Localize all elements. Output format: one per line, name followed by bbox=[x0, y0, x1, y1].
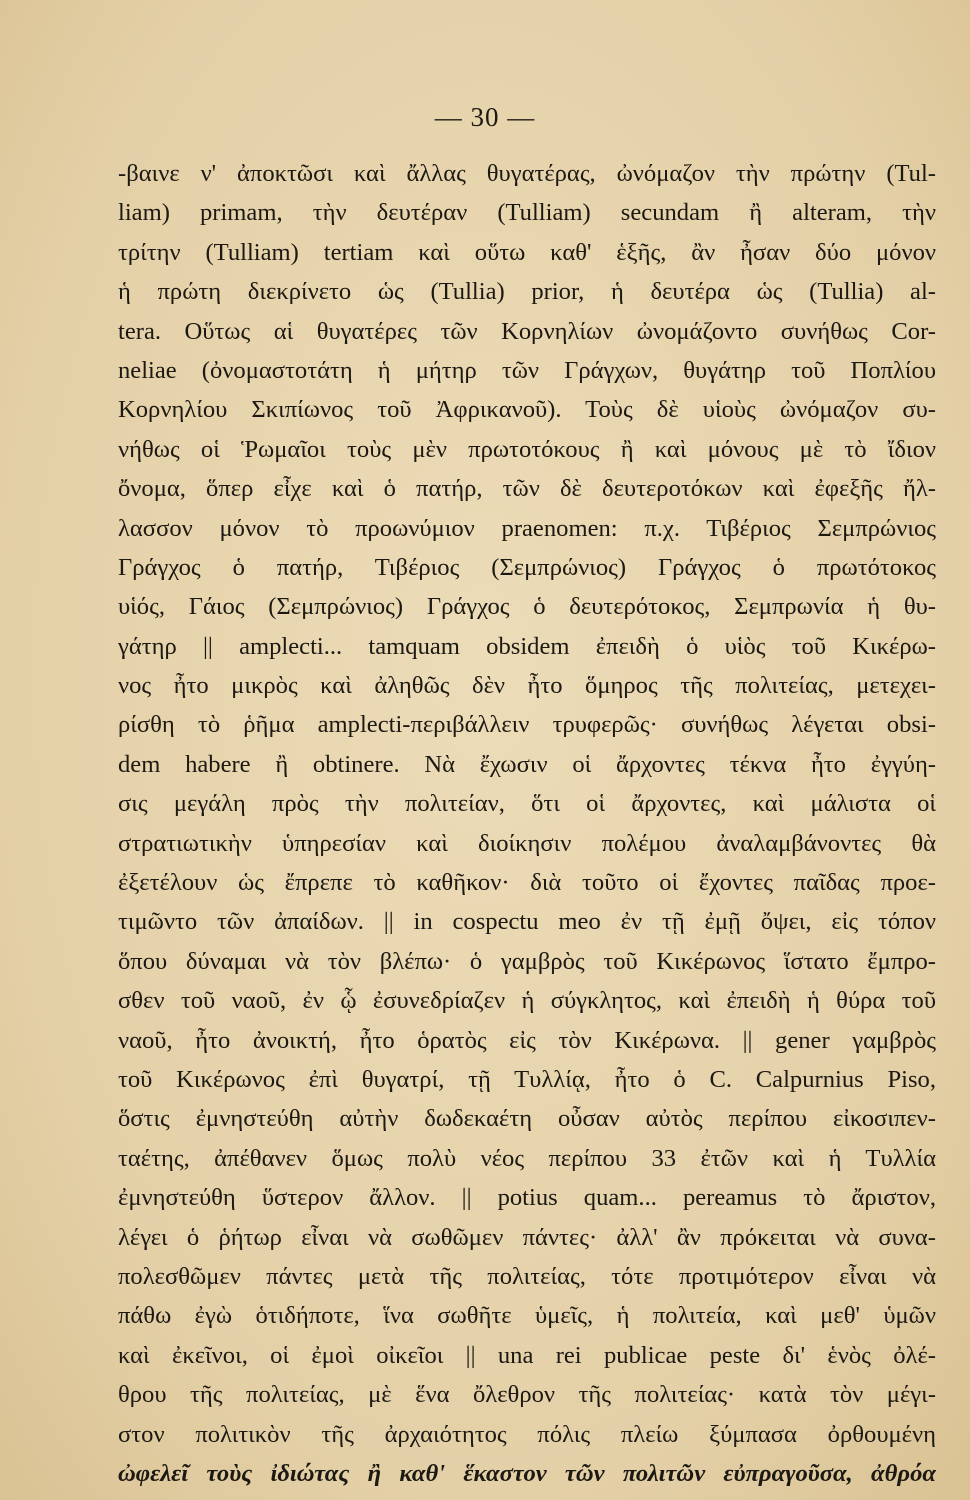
text-line: λέγει ὁ ῥήτωρ εἶναι νὰ σωθῶμεν πάντες· ἀλλ' ἂν πρόκειται νὰ συνα- bbox=[118, 1223, 936, 1251]
text-line: ἡ πρώτη διεκρίνετο ὡς (Tullia) prior, ἡ δευτέρα ὡς (Tullia) al- bbox=[118, 278, 936, 306]
text-line: στρατιωτικὴν ὑπηρεσίαν καὶ διοίκησιν πολέμου ἀναλαμβάνοντες θὰ bbox=[118, 829, 936, 857]
text-line: πάθω ἐγὼ ὁτιδήποτε, ἵνα σωθῆτε ὑμεῖς, ἡ πολιτεία, καὶ μεθ' ὑμῶν bbox=[118, 1302, 936, 1330]
text-line: πολεσθῶμεν πάντες μετὰ τῆς πολιτείας, τότε προτιμότερον εἶναι νὰ bbox=[118, 1262, 936, 1290]
text-line: καὶ ἐκεῖνοι, οἱ ἐμοὶ οἰκεῖοι || una rei publicae peste δι' ἑνὸς ὀλέ- bbox=[118, 1341, 936, 1369]
text-line: γάτηρ || amplecti... tamquam obsidem ἐπειδὴ ὁ υἱὸς τοῦ Κικέρω- bbox=[118, 632, 936, 660]
text-line: σθεν τοῦ ναοῦ, ἐν ᾧ ἐσυνεδρίαζεν ἡ σύγκλητος, καὶ ἐπειδὴ ἡ θύρα τοῦ bbox=[118, 987, 936, 1015]
text-line: ταέτης, ἀπέθανεν ὅμως πολὺ νέος περίπου 33 ἐτῶν καὶ ἡ Τυλλία bbox=[118, 1144, 936, 1172]
text-line: θρου τῆς πολιτείας, μὲ ἕνα ὄλεθρον τῆς πολιτείας· κατὰ τὸν μέγι- bbox=[118, 1381, 936, 1409]
text-line: ὅστις ἐμνηστεύθη αὐτὴν δωδεκαέτη οὖσαν αὐτὸς περίπου εἰκοσιπεν- bbox=[118, 1105, 936, 1133]
text-line: τρίτην (Tulliam) tertiam καὶ οὕτω καθ' ἑξῆς, ἂν ἦσαν δύο μόνον bbox=[118, 238, 936, 266]
text-line: liam) primam, τὴν δευτέραν (Tulliam) secundam ἢ alteram, τὴν bbox=[118, 199, 936, 227]
text-line: στον πολιτικὸν τῆς ἀρχαιότητος πόλις πλείω ξύμπασα ὀρθουμένη bbox=[118, 1420, 936, 1448]
text-line: ἐξετέλουν ὡς ἔπρεπε τὸ καθῆκον· διὰ τοῦτο οἱ ἔχοντες παῖδας προε- bbox=[118, 869, 936, 897]
text-line: λασσον μόνον τὸ προωνύμιον praenomen: π.χ. Τιβέριος Σεμπρώνιος bbox=[118, 514, 936, 542]
text-line: Γράγχος ὁ πατήρ, Τιβέριος (Σεμπρώνιος) Γράγχος ὁ πρωτότοκος bbox=[118, 553, 936, 581]
text-line: υἱός, Γάιος (Σεμπρώνιος) Γράγχος ὁ δευτερότοκος, Σεμπρωνία ἡ θυ- bbox=[118, 593, 936, 621]
text-line: tera. Οὕτως αἱ θυγατέρες τῶν Κορνηλίων ὠνομάζοντο συνήθως Cor- bbox=[118, 317, 936, 345]
text-line: dem habere ἢ obtinere. Νὰ ἔχωσιν οἱ ἄρχοντες τέκνα ἦτο ἐγγύη- bbox=[118, 750, 936, 778]
text-line: ἐμνηστεύθη ὕστερον ἄλλον. || potius quam... pereamus τὸ ἄριστον, bbox=[118, 1184, 936, 1212]
text-line: ὅπου δύναμαι νὰ τὸν βλέπω· ὁ γαμβρὸς τοῦ Κικέρωνος ἵστατο ἔμπρο- bbox=[118, 947, 936, 975]
text-line: ὄνομα, ὅπερ εἶχε καὶ ὁ πατήρ, τῶν δὲ δευτεροτόκων καὶ ἐφεξῆς ἤλ- bbox=[118, 475, 936, 503]
text-line: ὠφελεῖ τοὺς ἰδιώτας ἢ καθ' ἕκαστον τῶν πολιτῶν εὐπραγοῦσα, ἀθρόα bbox=[118, 1459, 936, 1487]
text-line: -βαινε ν' ἀποκτῶσι καὶ ἄλλας θυγατέρας, ὠνόμαζον τὴν πρώτην (Tul- bbox=[118, 160, 936, 187]
text-line: νος ἦτο μικρὸς καὶ ἀληθῶς δὲν ἦτο ὅμηρος τῆς πολιτείας, μετεχει- bbox=[118, 672, 936, 700]
body-text bbox=[118, 154, 936, 1493]
text-line: τοῦ Κικέρωνος ἐπὶ θυγατρί, τῇ Τυλλίᾳ, ἦτο ὁ C. Calpurnius Piso, bbox=[118, 1065, 936, 1093]
page-number: — 30 — bbox=[434, 102, 536, 132]
text-line: νήθως οἱ Ῥωμαῖοι τοὺς μὲν πρωτοτόκους ἢ καὶ μόνους μὲ τὸ ἴδιον bbox=[118, 435, 936, 463]
text-line: ναοῦ, ἦτο ἀνοικτή, ἦτο ὁρατὸς εἰς τὸν Κικέρωνα. || gener γαμβρὸς bbox=[118, 1026, 936, 1054]
text-line: ρίσθη τὸ ῥῆμα amplecti-περιβάλλειν τρυφερῶς· συνήθως λέγεται obsi- bbox=[118, 711, 936, 739]
text-line: τιμῶντο τῶν ἀπαίδων. || in cospectu meo ἐν τῇ ἐμῇ ὄψει, εἰς τόπον bbox=[118, 908, 936, 936]
text-line: σις μεγάλη πρὸς τὴν πολιτείαν, ὅτι οἱ ἄρχοντες, καὶ μάλιστα οἱ bbox=[118, 790, 936, 818]
text-line: Κορνηλίου Σκιπίωνος τοῦ Ἀφρικανοῦ). Τοὺς δὲ υἱοὺς ὠνόμαζον συ- bbox=[118, 396, 936, 424]
text-line: neliae (ὀνομαστοτάτη ἡ μήτηρ τῶν Γράγχων, θυγάτηρ τοῦ Ποπλίου bbox=[118, 356, 936, 384]
